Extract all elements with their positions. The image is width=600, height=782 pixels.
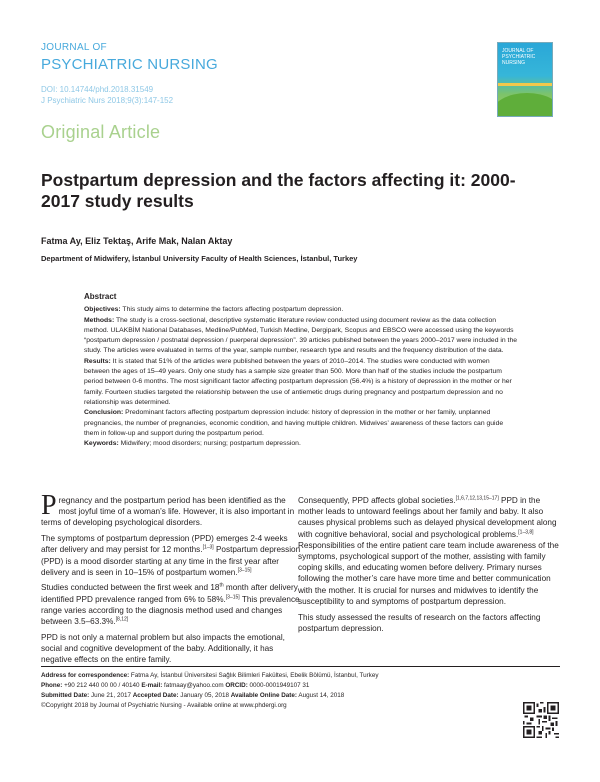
cover-stripe [498,83,553,86]
doi-block [41,84,173,106]
affiliation: Department of Midwifery, İstanbul University Faculty of Health Sciences, İstanbul, Turkey [41,254,358,263]
abstract-methods: Methods: The study is a cross-sectional, descriptive systematic literature review conducted using document review as the data collection method. ULAKBİM National Databases, Medline/PubMed, Turkish Medline, Dergipark, Scopus and EBSCO were accessed using the keywords “postpartum depression / postnatal depression / puerperal depression”. 39 articles published between the years 2000–2017 were included in the study. The articles were evaluated in terms of the year, sample number, research type and results and the frequency distribution of the data. [84,316,518,355]
drop-cap: P [41,490,57,521]
cover-title: JOURNAL OF PSYCHIATRIC NURSING [502,48,536,66]
journal-label: JOURNAL OF [41,42,107,53]
journal-name: PSYCHIATRIC NURSING [41,56,218,73]
body-paragraph: PPD is not only a maternal problem but also impacts the emotional, social and cognitive development of the baby. Additionally, it has negative effects on the entire family. [41,632,285,665]
body-paragraph: Consequently, PPD affects global societies.[1,6,7,12,13,15–17] PPD in the mother leads to untoward feelings about her family and baby. It also causes physical problems such as delayed physical development along with cognitive behavioral, social and psychological problems.[1–3,8] Responsibilities of the entire patient care team include awareness of the symptoms, psychological support of the mother, assisting with family coping skills, and educating women before delivery. Primary nurses following the mother’s care have more time and better communication with the mother. It is crucial for nurses and midwives to identify the susceptibility to and symptoms of postpartum depression. [298,495,559,606]
contact-line: Phone: +90 212 440 00 00 / 40140 E-mail: fatmaay@yahoo.com ORCID: 0000-0001949107 31 [41,682,310,689]
doi-link[interactable]: DOI: 10.14744/phd.2018.31549 [41,85,154,94]
body-column-left [41,490,305,670]
authors: Fatma Ay, Eliz Tektaş, Arife Mak, Nalan Aktay [41,236,233,246]
article-title: Postpartum depression and the factors affecting it: 2000-2017 study results [41,170,516,211]
body-column-right [298,495,560,638]
email-link[interactable]: fatmaay@yahoo.com [162,682,226,689]
body-paragraph: Pregnancy and the postpartum period has been identified as the most joyful time of a woman’s life. However, it is also important in terms of developing psychological disorders. [41,490,295,528]
citation: J Psychiatric Nurs 2018;9(3):147-152 [41,96,174,105]
copyright-line: ©Copyright 2018 by Journal of Psychiatric Nursing - Available online at www.phdergi.org [41,702,287,709]
body-paragraph: Studies conducted between the first week and 18th month after delivery identified PPD prevalence ranged from 6% to 58%.[3–15] This prevalence range varies according to the diagnosis method used and changes between 3.5–63.3%.[8,12] [41,582,300,627]
body-paragraph: The symptoms of postpartum depression (PPD) emerges 2-4 weeks after delivery and may persist for 12 months.[1–3] Postpartum depression (PPD) is a mood disorder starting at any time in the first year after delivery and is seen in 10–15% of postpartum women.[3–15] [41,534,301,577]
abstract-keywords: Keywords: Midwifery; mood disorders; nursing; postpartum depression. [84,440,301,448]
correspondence-footer [41,671,501,711]
journal-cover-thumbnail [497,42,553,117]
abstract-results: Results: It is stated that 51% of the articles were published between the years of 2010–2014. The studies were conducted with women between the ages of 15–49 years. Only one study has a sample size greater than 500. More than half of the studies include the postpartum period between 0-6 months. The most significant factor affecting postpartum depression (56.4%) is a history of depression in the mother or her family. Fourteen studies targeted the relationship between the use of antiemetic drugs during pregnancy and postpartum depression and no relationship was determined. [84,357,512,406]
qr-code-icon[interactable] [523,702,559,738]
article-type: Original Article [41,122,161,142]
abstract-heading: Abstract [84,292,117,301]
dates-line: Submitted Date: June 21, 2017 Accepted Date: January 05, 2018 Available Online Date: August 14, 2018 [41,692,345,699]
body-paragraph: This study assessed the results of research on the factors affecting postpartum depression. [298,612,541,633]
abstract-objectives: Objectives: This study aims to determine the factors affecting postpartum depression. [84,306,344,314]
footer-rule [41,666,560,667]
address-line: Address for correspondence: Fatma Ay, İstanbul Üniversitesi Sağlık Bilimleri Fakültesi, Ebelik Bölümü, İstanbul, Turkey [41,672,379,679]
abstract-conclusion: Conclusion: Predominant factors affecting postpartum depression include: history of depression in the mother or her family, unplanned pregnancies, the number of pregnancies, economic condition, and having multiple children. Midwives’ awareness of these factors can guide them in follow-up and support during the postpartum period. [84,409,504,437]
cover-landscape [497,93,553,117]
abstract [84,292,517,449]
